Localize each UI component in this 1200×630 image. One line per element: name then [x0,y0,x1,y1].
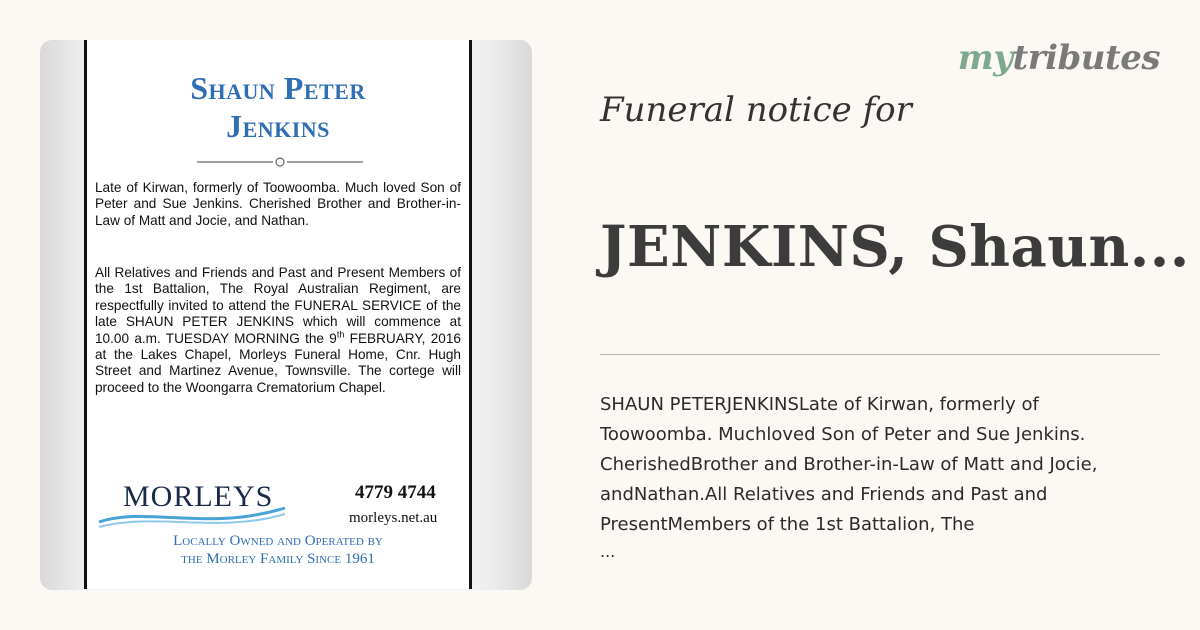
morleys-logo: MORLEYS [123,480,274,513]
notice-name-line1: Shaun Peter [190,70,366,106]
owned-tagline-2: the Morley Family Since 1961 [181,551,375,567]
funeral-notice-image [40,40,532,590]
wave-logo-icon [97,502,287,530]
brand-part-my: my [957,38,1013,78]
notice-date-suffix: th [336,329,345,340]
divider [600,354,1160,355]
notice-paper [84,40,472,589]
brand-part-tributes: tributes [1012,38,1160,78]
mytributes-logo[interactable] [958,38,1160,78]
page-title: JENKINS, Shaun... [600,214,1190,280]
notice-paragraph-2 [95,265,461,396]
funeral-home-website: morleys.net.au [349,510,438,526]
notice-paragraph-2-part-b: FEBRUARY, 2016 at the Lakes Chapel, Morleys Funeral Home, Cnr. Hugh Street and Martinez Avenue, Townsville. The cortege will proceed to the Woongarra Crematorium Chapel. [95,330,461,395]
notice-paragraph-2-part-a: All Relatives and Friends and Past and Present Members of the 1st Battalion, The Royal Australian Regiment, are respectfully invited to attend the FUNERAL SERVICE of the late SHAUN PETER JENKINS which will commence at 10.00 a.m. TUESDAY MORNING the 9 [95,265,461,346]
owned-tagline-1: Locally Owned and Operated by [173,533,383,549]
funeral-home-phone: 4779 4744 [355,482,436,503]
excerpt-ellipsis: ... [600,542,616,561]
ornament-divider-icon [197,156,363,168]
notice-paragraph-1: Late of Kirwan, formerly of Toowoomba. Much loved Son of Peter and Sue Jenkins. Cherished Brother and Brother-in-Law of Matt and Jocie, and Nathan. [95,180,461,228]
notice-name-line2: Jenkins [226,108,330,144]
notice-excerpt: SHAUN PETERJENKINSLate of Kirwan, formerly of Toowoomba. Muchloved Son of Peter and Sue Jenkins. CherishedBrother and Brother-in-Law of Matt and Jocie, andNathan.All Relatives and Friends and Past and PresentMembers of the 1st Battalion, The [600,394,1098,535]
page-kicker: Funeral notice for [600,90,912,130]
